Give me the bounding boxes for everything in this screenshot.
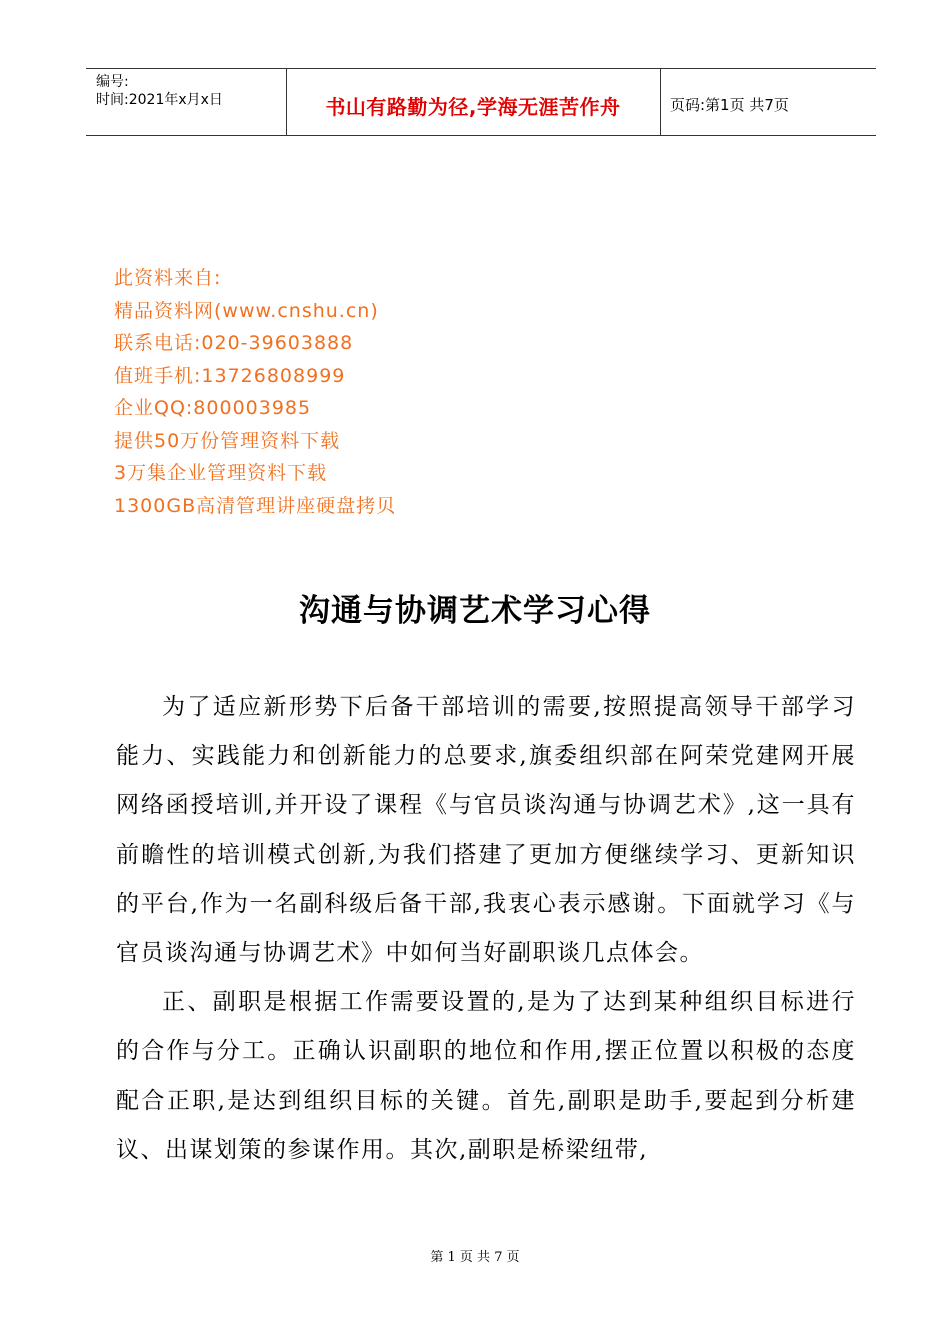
source-info-block [114,262,396,522]
body-paragraph: 正、副职是根据工作需要设置的,是为了达到某种组织目标进行的合作与分工。正确认识副职的地位和作用,摆正位置以积极的态度配合正职,是达到组织目标的关键。首先,副职是助手,要起到分析建议、出谋划策的参谋作用。其次,副职是桥梁纽带, [116,989,856,1163]
source-line: 值班手机:13726808999 [114,364,346,387]
source-line: 3万集企业管理资料下载 [114,462,328,484]
source-line: 提供50万份管理资料下载 [114,429,341,452]
header-divider [660,69,661,135]
doc-date: 时间:2021年x月x日 [96,92,223,108]
source-line: 精品资料网(www.cnshu.cn) [114,299,379,322]
header-page-info: 页码:第1页 共7页 [670,96,789,114]
body-paragraph: 为了适应新形势下后备干部培训的需要,按照提高领导干部学习能力、实践能力和创新能力的总要求,旗委组织部在阿荣党建网开展网络函授培训,并开设了课程《与官员谈沟通与协调艺术》,这一具有前瞻性的培训模式创新,为我们搭建了更加方便继续学习、更新知识的平台,作为一名副科级后备干部,我衷心表示感谢。下面就学习《与官员谈沟通与协调艺术》中如何当好副职谈几点体会。 [116,694,856,967]
header-motto: 书山有路勤为径,学海无涯苦作舟 [325,95,621,119]
source-line: 1300GB高清管理讲座硬盘拷贝 [114,494,397,517]
source-line: 此资料来自: [114,267,222,289]
header-meta [96,73,223,109]
doc-number: 编号: [96,74,129,90]
document-title: 沟通与协调艺术学习心得 [299,593,651,629]
source-line: 企业QQ:800003985 [114,397,312,419]
source-line: 联系电话:020-39603888 [114,332,354,354]
page-footer: 第 1 页 共 7 页 [430,1250,520,1265]
document-body [116,683,856,1175]
page-header [86,68,876,136]
